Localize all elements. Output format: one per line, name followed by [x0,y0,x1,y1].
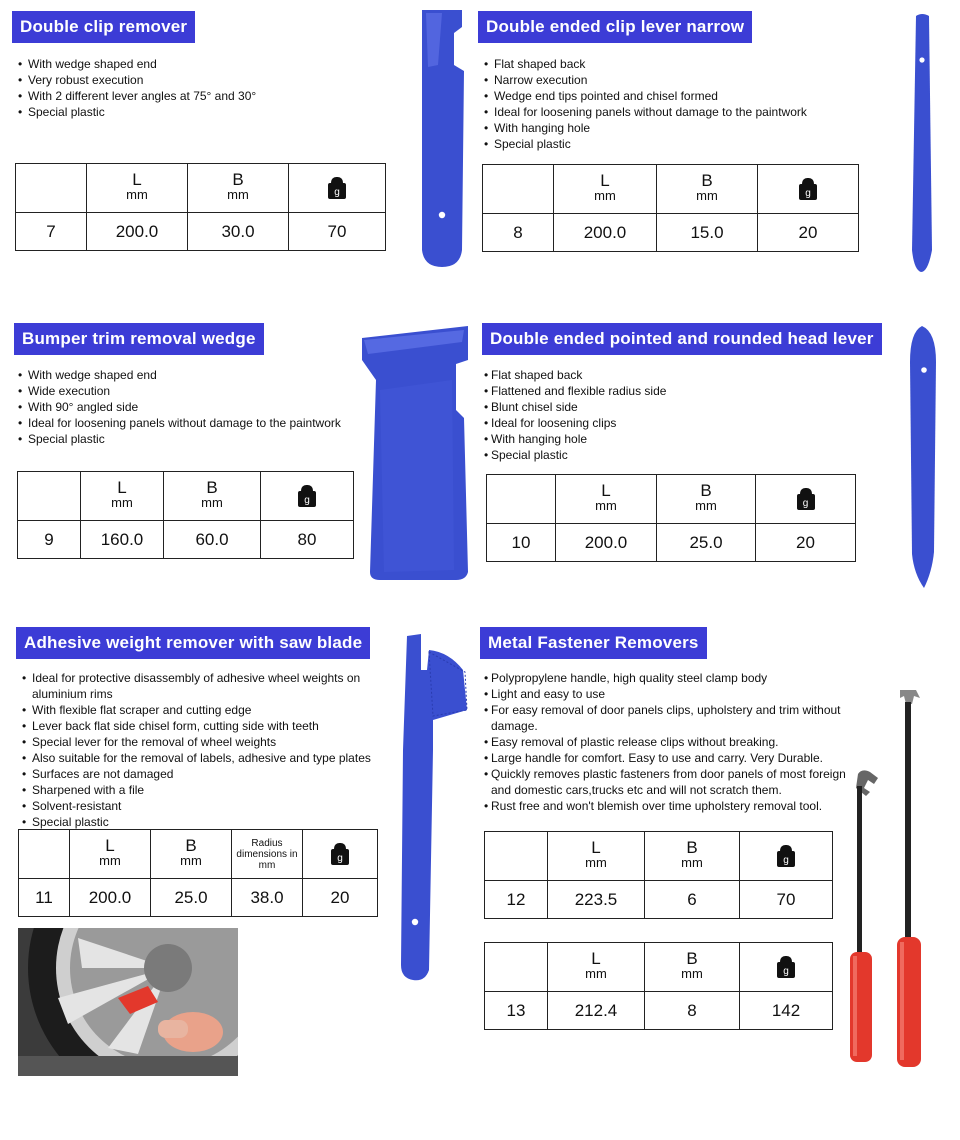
length-value: 223.5 [548,881,645,919]
spec-table-10 [486,474,856,562]
weight-value: 20 [758,214,859,252]
feature-list-11 [22,670,397,830]
product-title-7: Double clip remover [12,11,195,43]
list-item: • Also suitable for the removal of labels, adhesive and type plates [22,750,397,766]
width-header: B mm [657,165,758,214]
list-item: • Special plastic [18,431,373,447]
width-value: 30.0 [188,213,289,251]
spec-table-11 [18,829,378,917]
product-title-10: Double ended pointed and rounded head lever [482,323,882,355]
list-item: • Rust free and won't blemish over time upholstery removal tool. [484,798,869,814]
feature-list-7 [18,56,398,120]
list-item: • Very robust execution [18,72,398,88]
list-item: • Easy removal of plastic release clips without breaking. [484,734,869,750]
feature-list-8 [484,56,884,152]
double-clip-remover-image [412,5,472,270]
list-item: • Ideal for loosening panels without damage to the paintwork [18,415,373,431]
width-value: 6 [645,881,740,919]
width-value: 25.0 [151,879,232,917]
spec-table-8 [482,164,859,252]
weight-value: 20 [756,524,856,562]
width-header: B mm [645,832,740,881]
product-title-9: Bumper trim removal wedge [14,323,264,355]
list-item: • Flat shaped back [484,367,884,383]
list-item: • Lever back flat side chisel form, cutting side with teeth [22,718,397,734]
length-value: 200.0 [70,879,151,917]
usage-photo [18,928,238,1076]
list-item: • With wedge shaped end [18,367,373,383]
length-value: 200.0 [554,214,657,252]
weight-icon: g [289,164,386,213]
article-number: 9 [18,521,81,559]
length-header: L mm [548,943,645,992]
bumper-wedge-image [356,320,474,585]
length-header: L mm [81,472,164,521]
list-item: • Special lever for the removal of wheel weights [22,734,397,750]
list-item: • Narrow execution [484,72,884,88]
list-item: • Light and easy to use [484,686,869,702]
product-title-8: Double ended clip lever narrow [478,11,752,43]
list-item: • Special plastic [22,814,397,830]
pointed-rounded-lever-image [900,322,944,592]
weight-icon: g [758,165,859,214]
spec-empty-cell [485,832,548,881]
list-item: • For easy removal of door panels clips, upholstery and trim without damage. [484,702,869,734]
narrow-clip-lever-image [902,10,942,275]
list-item: • Ideal for loosening clips [484,415,884,431]
weight-icon: g [756,475,856,524]
spec-empty-cell [487,475,556,524]
article-number: 10 [487,524,556,562]
length-header: L mm [556,475,657,524]
length-value: 212.4 [548,992,645,1030]
metal-fastener-removers-image [840,682,950,1074]
spec-table-9 [17,471,354,559]
list-item: • With 2 different lever angles at 75° and 30° [18,88,398,104]
weight-value: 142 [740,992,833,1030]
weight-icon: g [303,830,378,879]
list-item: • Special plastic [484,447,884,463]
list-item: • Solvent-resistant [22,798,397,814]
length-value: 160.0 [81,521,164,559]
radius-header: Radius dimensions in mm [232,830,303,879]
list-item: • Special plastic [18,104,398,120]
weight-value: 70 [289,213,386,251]
weight-value: 20 [303,879,378,917]
feature-list-10 [484,367,884,463]
article-number: 8 [483,214,554,252]
width-value: 25.0 [657,524,756,562]
length-header: L mm [548,832,645,881]
spec-empty-cell [18,472,81,521]
length-header: L mm [87,164,188,213]
article-number: 13 [485,992,548,1030]
list-item: • With wedge shaped end [18,56,398,72]
width-value: 8 [645,992,740,1030]
article-number: 7 [16,213,87,251]
list-item: • Surfaces are not damaged [22,766,397,782]
wheel-photo-image [18,928,238,1076]
spec-empty-cell [16,164,87,213]
product-title-12: Metal Fastener Removers [480,627,707,659]
list-item: • Quickly removes plastic fasteners from door panels of most foreign and domestic cars,trucks etc and will not scratch them. [484,766,869,798]
list-item: • Polypropylene handle, high quality steel clamp body [484,670,869,686]
width-value: 60.0 [164,521,261,559]
width-header: B mm [645,943,740,992]
width-header: B mm [151,830,232,879]
list-item: • With 90° angled side [18,399,373,415]
weight-value: 80 [261,521,354,559]
list-item: • Special plastic [484,136,884,152]
length-header: L mm [554,165,657,214]
list-item: • Sharpened with a file [22,782,397,798]
width-header: B mm [188,164,289,213]
list-item: • With flexible flat scraper and cutting edge [22,702,397,718]
list-item: • Wedge end tips pointed and chisel formed [484,88,884,104]
weight-icon: g [261,472,354,521]
feature-list-9 [18,367,373,447]
spec-table-7 [15,163,386,251]
list-item: • Flattened and flexible radius side [484,383,884,399]
spec-table-13 [484,942,833,1030]
weight-icon: g [740,943,833,992]
list-item: • With hanging hole [484,431,884,447]
list-item: • With hanging hole [484,120,884,136]
spec-empty-cell [483,165,554,214]
weight-icon: g [740,832,833,881]
article-number: 11 [19,879,70,917]
length-value: 200.0 [556,524,657,562]
list-item: • Wide execution [18,383,373,399]
feature-list-12 [484,670,869,814]
length-value: 200.0 [87,213,188,251]
weight-value: 70 [740,881,833,919]
list-item: • Flat shaped back [484,56,884,72]
product-title-11: Adhesive weight remover with saw blade [16,627,370,659]
list-item: • Ideal for loosening panels without damage to the paintwork [484,104,884,120]
width-header: B mm [657,475,756,524]
spec-empty-cell [19,830,70,879]
saw-blade-remover-image [393,630,473,985]
length-header: L mm [70,830,151,879]
spec-empty-cell [485,943,548,992]
width-header: B mm [164,472,261,521]
spec-table-12 [484,831,833,919]
list-item: • Ideal for protective disassembly of adhesive wheel weights on aluminium rims [22,670,397,702]
article-number: 12 [485,881,548,919]
radius-value: 38.0 [232,879,303,917]
list-item: • Blunt chisel side [484,399,884,415]
width-value: 15.0 [657,214,758,252]
list-item: • Large handle for comfort. Easy to use and carry. Very Durable. [484,750,869,766]
